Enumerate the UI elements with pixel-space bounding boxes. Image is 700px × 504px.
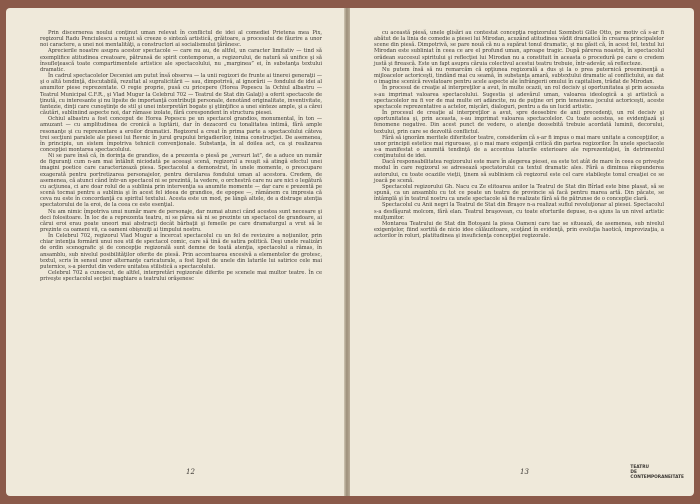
paragraph: cu această piesă, unele glisări au contestat concepţia regizorului Szemboti Gille Otto, pe motiv că s-ar fi abătut de la linia de comedie a piesei lui Mirodan, acuzând atitudinea vădit dramatică în crearea principalelor scene din piesă. Dimpotrivă, se pare nouă că nu a supărat tonul dramatic, şi nu găsit că, în acest fel, textul lui Mirodan este subliniat în ceea ce are el profund uman, aproape tragic. După părerea noastră, în spectacolul orădean succesul spiritului şi reflecţiei lui Mirodan nu a constituit în aceasta o procedură pe care o credem justă şi firească. Este un fapt asupra căruia colectivul acestui teatru trebuie, într-adevăr, să reflecteze. [374, 30, 664, 67]
paragraph: Ni se pare însă că, în dorinţa de grandios, de a prezenta o piesă pe „versuri lat”, de a aduce un număr de figuranţi cum n-am mai întâlnit niciodată pe aceeaşi scenă, regizorul a reuşit să atingă efectul unei imagini poetice care caracterizează piesa. Spectacolul a demonstrat, în unele momente, o preocupare exagerată pentru portretizarea personajelor, pentru derularea fondului uman al acestora. Credem, de asemenea, că atunci când într-un spectacol ni se prezintă, la vedere, o orchestră care nu are nici o legătură cu acţiunea, ci are doar rolul de a sublinia prin intervenţia sa anumite momente — dar care e prezentă pe scenă tocmai pentru a sublinia şi în acest fel ideea de grandios, de epopee —, rămânem cu impresia că ceva nu este în concordanţă cu spiritul textului. Acesta este un mod, pe lângă altele, de a distrage atenţia spectatorului de la eroi, de la ceea ce este esenţial. [40, 153, 322, 209]
right-page [350, 8, 694, 496]
magazine-watermark [630, 465, 684, 480]
right-page-text [374, 30, 664, 239]
watermark-line: DE [630, 470, 637, 475]
paragraph: Aprecierile noastre asupra acestor spectacole — care nu au, de altfel, un caracter limitativ — tind să exemplifice atitudinea creatoare, pătrunsă de spirit contemporan, a regizorului, de natură să unifice şi să însufleţească toate compartimentele artistice ale spectacolului, nu „marginea” ei, în substanţa textului dramatic. [40, 48, 322, 73]
paragraph: Spectacolul regizorului Gh. Nacu cu Ze elitoarea anilor la Teatrul de Stat din Bîrlad este bine plasat, să se spună, ca un ansamblu cu tot ce poate un teatru de provincie să facă pentru marea artă. Din păcate, se întâmplă şi în teatrul nostru ca unele spectacole să fie realizate fără să fie pătrunse de o concepţie clară. [374, 183, 664, 203]
paragraph: În procesul de creaţie al interpreţilor a avut, spre deosebire de anii precedenţi, un rol decisiv şi oportunitatea şi, prin aceasta, s-au imprimat valoarea spectacolelor. Cu toate acestea, se evidenţiază şi fenomene negative. Din acest punct de vedere, o atenţie deosebită trebuie acordată luminii, decorului, textului, prin care se dezvoltă conflictul. [374, 110, 664, 135]
paragraph: Nu putem însă să nu remarcăm că opţiunea regizorală a dus şi la o prea puternică preeminenţă a mijloacelor actoriceşti, tindând mai cu seamă, în substanţa amară, subtextului dramatic al conflictului, au dat o imagine scenică revelatoare pentru acele aspecte ale înfrângerii omului în capitalism, trădat de Mirodan. [374, 66, 664, 86]
paragraph: Celebrul 702 a cunoscut, de altfel, interpretări regizorale diferite pe scenele mai multor teatre. În ce priveşte spectacolul secţiei maghiare a teatrului orăşenesc [40, 270, 322, 283]
left-page [6, 8, 344, 496]
paragraph: În cadrul spectacolelor Deceniei am putut însă observa — la unii regizori de frunte ai tinerei generaţii — şi o altă tendinţă, discutabilă, rezultat al supralicitării — sau, dimpotrivă, al ignorării — fondului de idei al anumitor piese reprezentate. O regie proprie, pusă cu pricepere (Horea Popescu la Ochiul albastru — Teatrul Municipal C.F.R., şi Vlad Mugur la Celebrul 702 — Teatrul de Stat din Galaţi) a oferit spectacole de ţinută, cu interesante şi nu lipsite de importanţă contribuţii personale, denotând originalitate, inventivitate, fantezie, dinţi care cunoştinţe de stil şi unei interpretări bogate şi ştiinţifice a unei sinteze ample, şi a cărei căutări, subliniind aspecte noi, dar rămase izolate, fără corespondent în structura piesei. [40, 73, 322, 117]
paragraph: Fără să ignorăm meritele diferitelor teatre, considerăm că s-ar fi impus o mai mare unitate a concepţiilor, a unor principii estetice mai riguroase, şi o mai mare exigenţă critică din partea regizorilor. În unele spectacole s-a manifestat o anumită tendinţă de a accentua laturile exterioare ale reprezentaţiei, în detrimentul conţinutului de idei. [374, 134, 664, 160]
paragraph: Nu am nimic împotriva unui număr mare de personaje, dar numai atunci când acestea sunt necesare şi deci folositoare. În loc de a reprezenta teatru, ni se părea să ni se prezinte un spectacol de grandoare, ai cărui eroi erau poate uneori mai abstracţi decât bărbaţii şi femeile pe care dramaturgul a vrut să le prezinte ca oameni vii, ca oameni obişnuiţi ai timpului nostru. [40, 208, 322, 233]
paragraph: În procesul de creaţie al interpreţilor a avut, în multe ocazii, un rol decisiv şi oportunitatea şi prin aceasta s-au imprimat valoarea spectacolului. Sugestia şi adevărul uman, valoarea ideologică a şi artistică a spectacolelor nu fi vor de mai multe ori adâncite, nu de puţine ori prin tensiunea jocului actoriceşti, aceste spectacole reprezentative a actelor, mişcări, dialoguri, pentru a da un lucid artistic. [374, 85, 664, 110]
page-number: 13 [520, 468, 529, 476]
watermark-line: CONTEMPORANEITATE [630, 475, 684, 480]
paragraph: Dacă responsabilitatea regizorului este mare în alegerea piesei, ea este tot atât de mare în ceea ce priveşte modul în care regizorul se adresează spectatorului ca textul dramatic ales. Fără a diminua răspunderea autorului, cu toate ocaziile vieţii, ţinem să subliniem că regizorul este cel care stabileşte tonul creaţiei ce se joacă pe scenă. [374, 159, 664, 184]
page-number: 12 [186, 468, 195, 476]
watermark-line: TEATRU [630, 465, 650, 470]
paragraph: Ochiul albastru a fost conceput de Horea Popescu pe un spectacol grandios, monumental, în ton — amuzant — cu amplitudinea de cronică a luptării, dar în dezacord cu tonalitatea intimă, fără ample resonanţe şi cu reprezentare a eroilor dramatici. Regizorul a creat în prima parte a spectacolului câteva trei secţiuni paralele ale piesei lui Revnic în jurul grupului brigadierilor, inima construcţiei. De asemenea, în principiu, un sistem împotriva tehnicii convenţionale. Substanţa, în al doilea act, ca şi realizarea concepţiei montarea spectacolului. [40, 116, 322, 153]
paragraph: Montarea Teatrului de Stat din Botoşani la piesa Oameni care tac se situează, de asemenea, sub nivelul exigenţelor, fiind sortită de nicio idee călăuzitoare, scoţând în evidenţă, prin evoluţia haotică, improvizaţia, a actorilor în roluri, platitudinea şi insuficienţa concepţiei regizorale. [374, 220, 664, 240]
paragraph: Prin discernerea noului conţinut uman relevat în conflictul de idei al comediei Prietena mea Pix, regizorul Radu Penciulescu a reuşit să creeze o sinteză artistică, grăitoare, a procesului de făurire a unor noi caractere, a unei noi mentalităţi, a constructori ai socialismului ţărănesc. [40, 30, 322, 49]
paragraph: Spectacolul cu Anii negri la Teatrul de Stat din Braşov n-a realizat suflul revoluţionar al piesei. Spectacolul s-a desfăşurat molcom, fără elan. Teatrul braşovean, cu toate eforturile depuse, n-a ajuns la un nivel artistic mulţumitor. [374, 202, 664, 221]
left-page-text [40, 30, 322, 282]
paragraph: În Celebrul 702, regizorul Vlad Mugur a încercat spectacolul cu un fel de revizuire a noţiunilor, prin chiar intenţia formării unui nou stil de spectacol comic, care să tină de satira politică. Deşi unele realizări de ordin scenografic şi de concepţie regizorală sunt demne de toată atenţia, spectacolul a rămas, în ansamblu, sub nivelul posibilităţilor oferite de piesă. Prin accentuarea excesivă a elementelor de grotesc, textul, scris în sensul unor alternanţe caricaturale, a fost lipsit de unele din laturile lui satirice cele mai puternice, s-a pierdut din vedere unitatea stilistică a spectacolului. [40, 233, 322, 270]
